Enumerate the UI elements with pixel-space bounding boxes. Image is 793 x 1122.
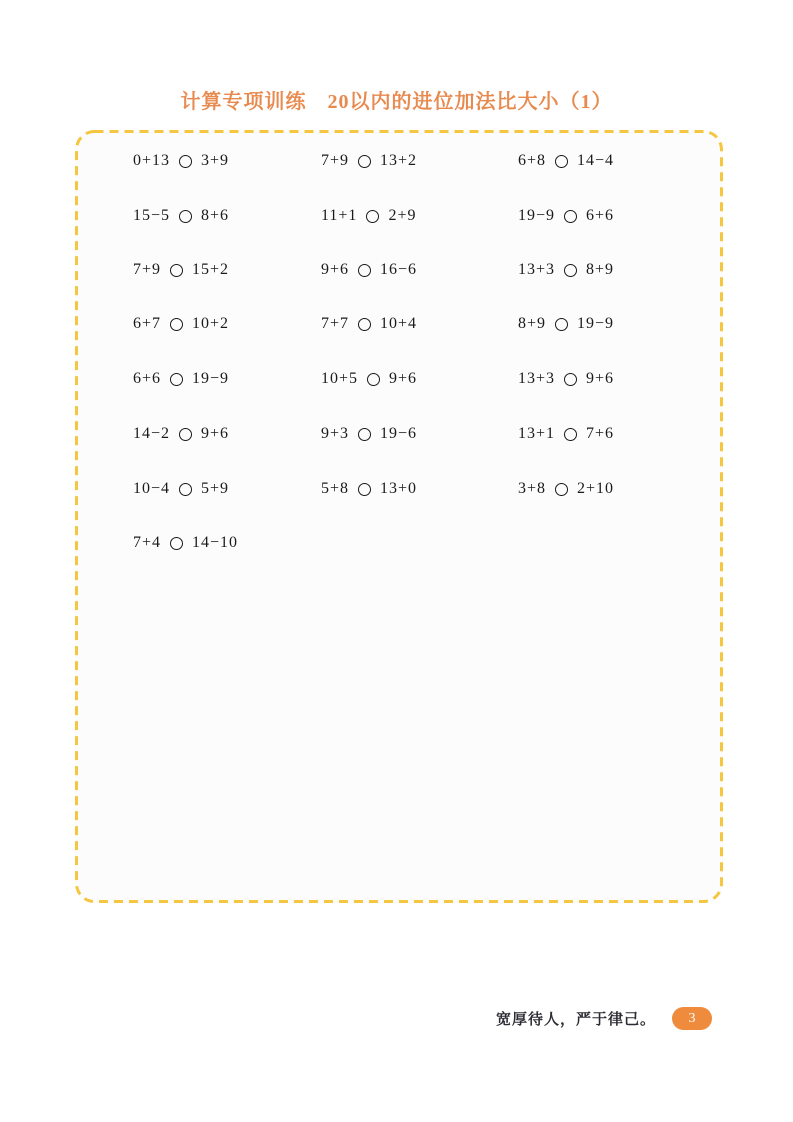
comparison-circle bbox=[170, 373, 183, 386]
right-expression: 9+6 bbox=[586, 370, 615, 387]
right-expression: 6+6 bbox=[586, 207, 615, 224]
right-expression: 2+10 bbox=[577, 480, 615, 497]
right-expression: 8+6 bbox=[201, 207, 230, 224]
left-expression: 19−9 bbox=[518, 207, 556, 224]
right-expression: 13+2 bbox=[380, 152, 418, 169]
left-expression: 8+9 bbox=[518, 315, 547, 332]
right-expression: 5+9 bbox=[201, 480, 230, 497]
left-expression: 10+5 bbox=[321, 370, 359, 387]
comparison-circle bbox=[358, 264, 371, 277]
comparison-problem bbox=[518, 478, 614, 500]
right-expression: 13+0 bbox=[380, 480, 418, 497]
comparison-circle bbox=[366, 210, 379, 223]
comparison-problem bbox=[133, 368, 229, 390]
left-expression: 5+8 bbox=[321, 480, 350, 497]
comparison-problem bbox=[133, 423, 229, 445]
page-footer bbox=[496, 1007, 712, 1030]
dashed-border bbox=[75, 130, 723, 903]
comparison-circle bbox=[367, 373, 380, 386]
comparison-problem bbox=[518, 205, 614, 227]
comparison-problem bbox=[321, 423, 417, 445]
left-expression: 9+6 bbox=[321, 261, 350, 278]
left-expression: 9+3 bbox=[321, 425, 350, 442]
right-expression: 19−6 bbox=[380, 425, 418, 442]
comparison-circle bbox=[358, 155, 371, 168]
comparison-circle bbox=[555, 483, 568, 496]
right-expression: 3+9 bbox=[201, 152, 230, 169]
comparison-problem bbox=[321, 368, 417, 390]
left-expression: 7+7 bbox=[321, 315, 350, 332]
comparison-problem bbox=[133, 532, 238, 554]
footer-motto: 宽厚待人，严于律己。 bbox=[495, 1012, 656, 1028]
comparison-circle bbox=[564, 373, 577, 386]
right-expression: 10+4 bbox=[380, 315, 418, 332]
comparison-problem bbox=[133, 478, 229, 500]
left-expression: 7+9 bbox=[321, 152, 350, 169]
right-expression: 7+6 bbox=[586, 425, 615, 442]
comparison-problem bbox=[321, 259, 417, 281]
left-expression: 6+7 bbox=[133, 315, 162, 332]
left-expression: 0+13 bbox=[133, 152, 171, 169]
comparison-problem bbox=[321, 313, 417, 335]
right-expression: 19−9 bbox=[192, 370, 230, 387]
right-expression: 9+6 bbox=[389, 370, 418, 387]
comparison-problem bbox=[133, 313, 229, 335]
comparison-problem bbox=[518, 313, 614, 335]
comparison-circle bbox=[564, 210, 577, 223]
left-expression: 11+1 bbox=[321, 207, 358, 224]
comparison-problem bbox=[518, 423, 614, 445]
comparison-problem bbox=[133, 150, 229, 172]
left-expression: 14−2 bbox=[133, 425, 171, 442]
left-expression: 13+3 bbox=[518, 261, 556, 278]
right-expression: 15+2 bbox=[192, 261, 230, 278]
page-number-badge: 3 bbox=[672, 1007, 712, 1030]
comparison-circle bbox=[555, 155, 568, 168]
right-expression: 2+9 bbox=[388, 207, 417, 224]
left-expression: 15−5 bbox=[133, 207, 171, 224]
right-expression: 16−6 bbox=[380, 261, 418, 278]
comparison-problem bbox=[133, 205, 229, 227]
comparison-circle bbox=[170, 537, 183, 550]
left-expression: 13+1 bbox=[518, 425, 556, 442]
left-expression: 6+6 bbox=[133, 370, 162, 387]
comparison-problem bbox=[321, 150, 417, 172]
comparison-circle bbox=[179, 210, 192, 223]
left-expression: 3+8 bbox=[518, 480, 547, 497]
right-expression: 9+6 bbox=[201, 425, 230, 442]
left-expression: 13+3 bbox=[518, 370, 556, 387]
comparison-circle bbox=[564, 264, 577, 277]
problems-panel bbox=[75, 130, 723, 903]
left-expression: 6+8 bbox=[518, 152, 547, 169]
comparison-problem bbox=[518, 150, 614, 172]
comparison-circle bbox=[179, 155, 192, 168]
comparison-problem bbox=[518, 368, 614, 390]
comparison-problem bbox=[518, 259, 614, 281]
comparison-circle bbox=[555, 318, 568, 331]
right-expression: 14−4 bbox=[577, 152, 615, 169]
comparison-problem bbox=[321, 205, 416, 227]
comparison-circle bbox=[358, 428, 371, 441]
comparison-problem bbox=[133, 259, 229, 281]
left-expression: 10−4 bbox=[133, 480, 171, 497]
comparison-circle bbox=[179, 428, 192, 441]
right-expression: 8+9 bbox=[586, 261, 615, 278]
comparison-circle bbox=[564, 428, 577, 441]
right-expression: 10+2 bbox=[192, 315, 230, 332]
comparison-circle bbox=[170, 264, 183, 277]
comparison-problem bbox=[321, 478, 417, 500]
left-expression: 7+4 bbox=[133, 534, 162, 551]
left-expression: 7+9 bbox=[133, 261, 162, 278]
page-title: 计算专项训练 20以内的进位加法比大小（1） bbox=[180, 91, 613, 113]
comparison-circle bbox=[358, 483, 371, 496]
comparison-circle bbox=[358, 318, 371, 331]
right-expression: 19−9 bbox=[577, 315, 615, 332]
comparison-circle bbox=[179, 483, 192, 496]
comparison-circle bbox=[170, 318, 183, 331]
right-expression: 14−10 bbox=[192, 534, 239, 551]
